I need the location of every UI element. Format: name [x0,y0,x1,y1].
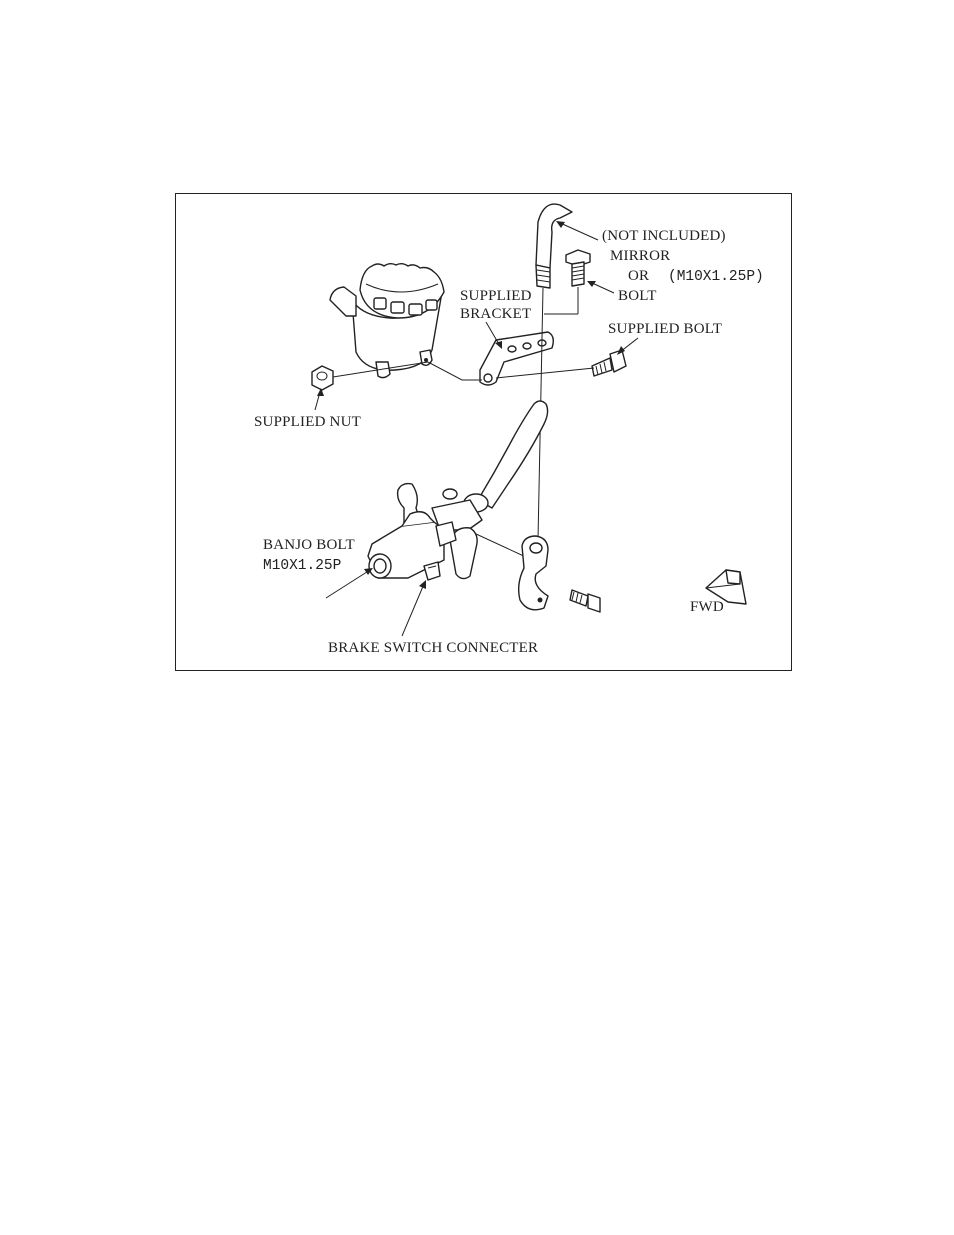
label-brake-switch-connecter: BRAKE SWITCH CONNECTER [328,640,539,656]
label-or: OR [628,268,650,284]
label-not-included: (NOT INCLUDED) [602,228,726,244]
label-supplied-nut: SUPPLIED NUT [254,414,361,430]
label-supplied-bracket-line1: SUPPLIED [460,288,532,304]
label-supplied-bracket-line2: BRACKET [460,306,532,322]
label-banjo-bolt-line1: BANJO BOLT [263,537,355,553]
label-bolt: BOLT [618,288,657,304]
mirror-stem-drawing [536,204,572,288]
lever-drawing [443,401,548,512]
clamp-bolt-drawing [570,590,600,612]
master-cylinder-drawing [368,484,482,580]
label-banjo-bolt-line2: M10X1.25P [263,558,342,574]
mirror-bolt-drawing [566,250,590,286]
label-mirror-thread: (M10X1.25P) [668,269,764,285]
supplied-bolt-drawing [592,350,626,376]
reservoir-drawing [330,264,444,378]
clamp-drawing [519,536,548,610]
label-fwd: FWD [690,599,724,615]
label-supplied-bolt: SUPPLIED BOLT [608,321,723,337]
supplied-nut-drawing [312,366,333,390]
label-mirror: MIRROR [610,248,671,264]
